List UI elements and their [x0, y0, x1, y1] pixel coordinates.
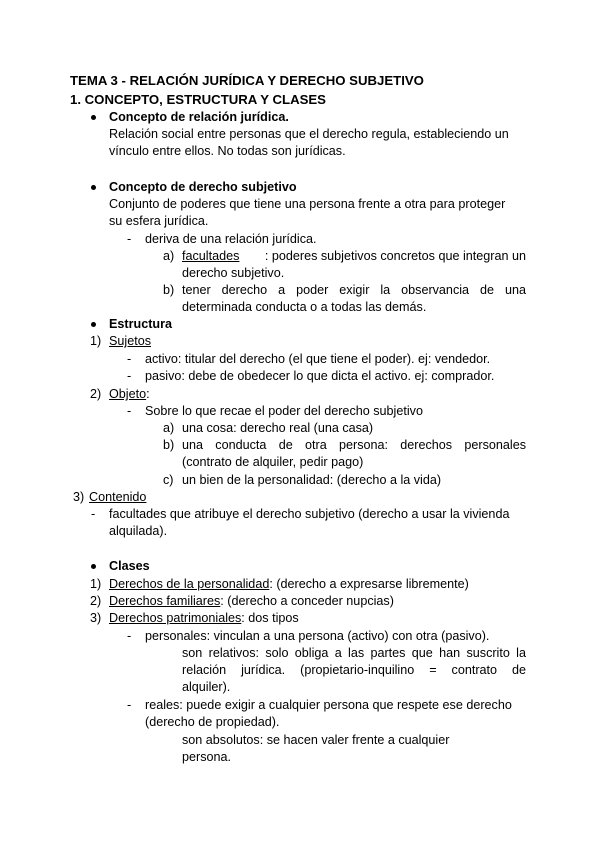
- objeto-label: Objeto: [109, 387, 147, 401]
- list-number: 3): [90, 611, 102, 625]
- facultades-line: derecho subjetivo.: [182, 266, 285, 280]
- dash-marker: -: [127, 629, 132, 643]
- objeto-item-text: una cosa: derecho real (una casa): [182, 421, 374, 435]
- relacion-text-line: vínculo entre ellos. No todas son jurídicas.: [109, 144, 346, 158]
- clase-item: [109, 610, 299, 627]
- document-title: TEMA 3 - RELACIÓN JURÍDICA Y DERECHO SUBJETIVO: [70, 73, 424, 88]
- list-number: 3): [73, 490, 85, 504]
- list-marker: c): [163, 473, 174, 487]
- list-number: 1): [90, 334, 102, 348]
- derecho-line: tener derecho a poder exigir la observancia de una: [182, 283, 526, 297]
- dash-marker: -: [127, 369, 132, 383]
- absolutos-line: son absolutos: se hacen valer frente a cualquier: [182, 733, 450, 747]
- derecho-subjetivo-text-line: Conjunto de poderes que tiene una persona frente a otra para proteger: [109, 197, 506, 211]
- dash-marker: -: [127, 698, 132, 712]
- clase-term: Derechos patrimoniales: [109, 611, 242, 625]
- list-marker: a): [163, 249, 175, 263]
- bullet-icon: [91, 564, 96, 569]
- objeto-item-text: un bien de la personalidad: (derecho a la vida): [182, 473, 442, 487]
- derecho-subjetivo-text-line: su esfera jurídica.: [109, 214, 209, 228]
- reales-line: reales: puede exigir a cualquier persona que respete ese derecho: [145, 698, 512, 712]
- bullet-icon: [91, 185, 96, 190]
- facultades-term: facultades: [182, 249, 240, 263]
- section-heading: 1. CONCEPTO, ESTRUCTURA Y CLASES: [70, 92, 326, 107]
- clases-heading: Clases: [109, 559, 150, 573]
- clase-rest: : (derecho a conceder nupcias): [220, 594, 394, 608]
- objeto-line: [109, 386, 150, 403]
- list-number: 2): [90, 594, 102, 608]
- sujetos-label: Sujetos: [109, 334, 152, 348]
- derecho-subjetivo-heading: Concepto de derecho subjetivo: [109, 180, 297, 194]
- contenido-label: Contenido: [89, 490, 147, 504]
- estructura-heading: Estructura: [109, 317, 172, 331]
- list-marker: a): [163, 421, 175, 435]
- derecho-line: determinada conducta o a todas las demás.: [182, 300, 427, 314]
- facultades-rest: : poderes subjetivos concretos que integran un: [264, 249, 526, 263]
- reales-line: (derecho de propiedad).: [145, 715, 280, 729]
- dash-marker: -: [127, 232, 132, 246]
- sub-item-text: deriva de una relación jurídica.: [145, 232, 317, 246]
- list-marker: b): [163, 283, 175, 297]
- contenido-text-line: alquilada).: [109, 524, 168, 538]
- relacion-heading: Concepto de relación jurídica.: [109, 110, 289, 124]
- clase-rest: : (derecho a expresarse libremente): [269, 577, 469, 591]
- relativos-line: relación jurídica. (propietario-inquilino = contrato de: [182, 663, 526, 677]
- contenido-text-line: facultades que atribuye el derecho subjetivo (derecho a usar la vivienda: [109, 507, 510, 521]
- objeto-item-text: una conducta de otra persona: derechos personales: [182, 438, 526, 452]
- activo-text: activo: titular del derecho (el que tiene el poder). ej: vendedor.: [145, 352, 491, 366]
- list-marker: b): [163, 438, 175, 452]
- list-number: 1): [90, 577, 102, 591]
- clase-rest: : dos tipos: [241, 611, 299, 625]
- clase-term: Derechos de la personalidad: [109, 577, 270, 591]
- relativos-line: son relativos: solo obliga a las partes que han suscrito la: [182, 646, 526, 660]
- list-number: 2): [90, 387, 102, 401]
- pasivo-text: pasivo: debe de obedecer lo que dicta el activo. ej: comprador.: [145, 369, 495, 383]
- relativos-line: alquiler).: [182, 680, 231, 694]
- bullet-icon: [91, 322, 96, 327]
- clase-item: [109, 576, 469, 593]
- clase-item: [109, 593, 394, 610]
- absolutos-line: persona.: [182, 750, 232, 764]
- dash-marker: -: [91, 507, 96, 521]
- clase-term: Derechos familiares: [109, 594, 221, 608]
- relacion-text-line: Relación social entre personas que el derecho regula, estableciendo un: [109, 127, 509, 141]
- facultades-line: [182, 248, 526, 265]
- dash-marker: -: [127, 404, 132, 418]
- sobre-text: Sobre lo que recae el poder del derecho subjetivo: [145, 404, 423, 418]
- objeto-colon: :: [146, 387, 150, 401]
- bullet-icon: [91, 115, 96, 120]
- personales-text: personales: vinculan a una persona (activo) con otra (pasivo).: [145, 629, 490, 643]
- objeto-item-text: (contrato de alquiler, pedir pago): [182, 455, 364, 469]
- dash-marker: -: [127, 352, 132, 366]
